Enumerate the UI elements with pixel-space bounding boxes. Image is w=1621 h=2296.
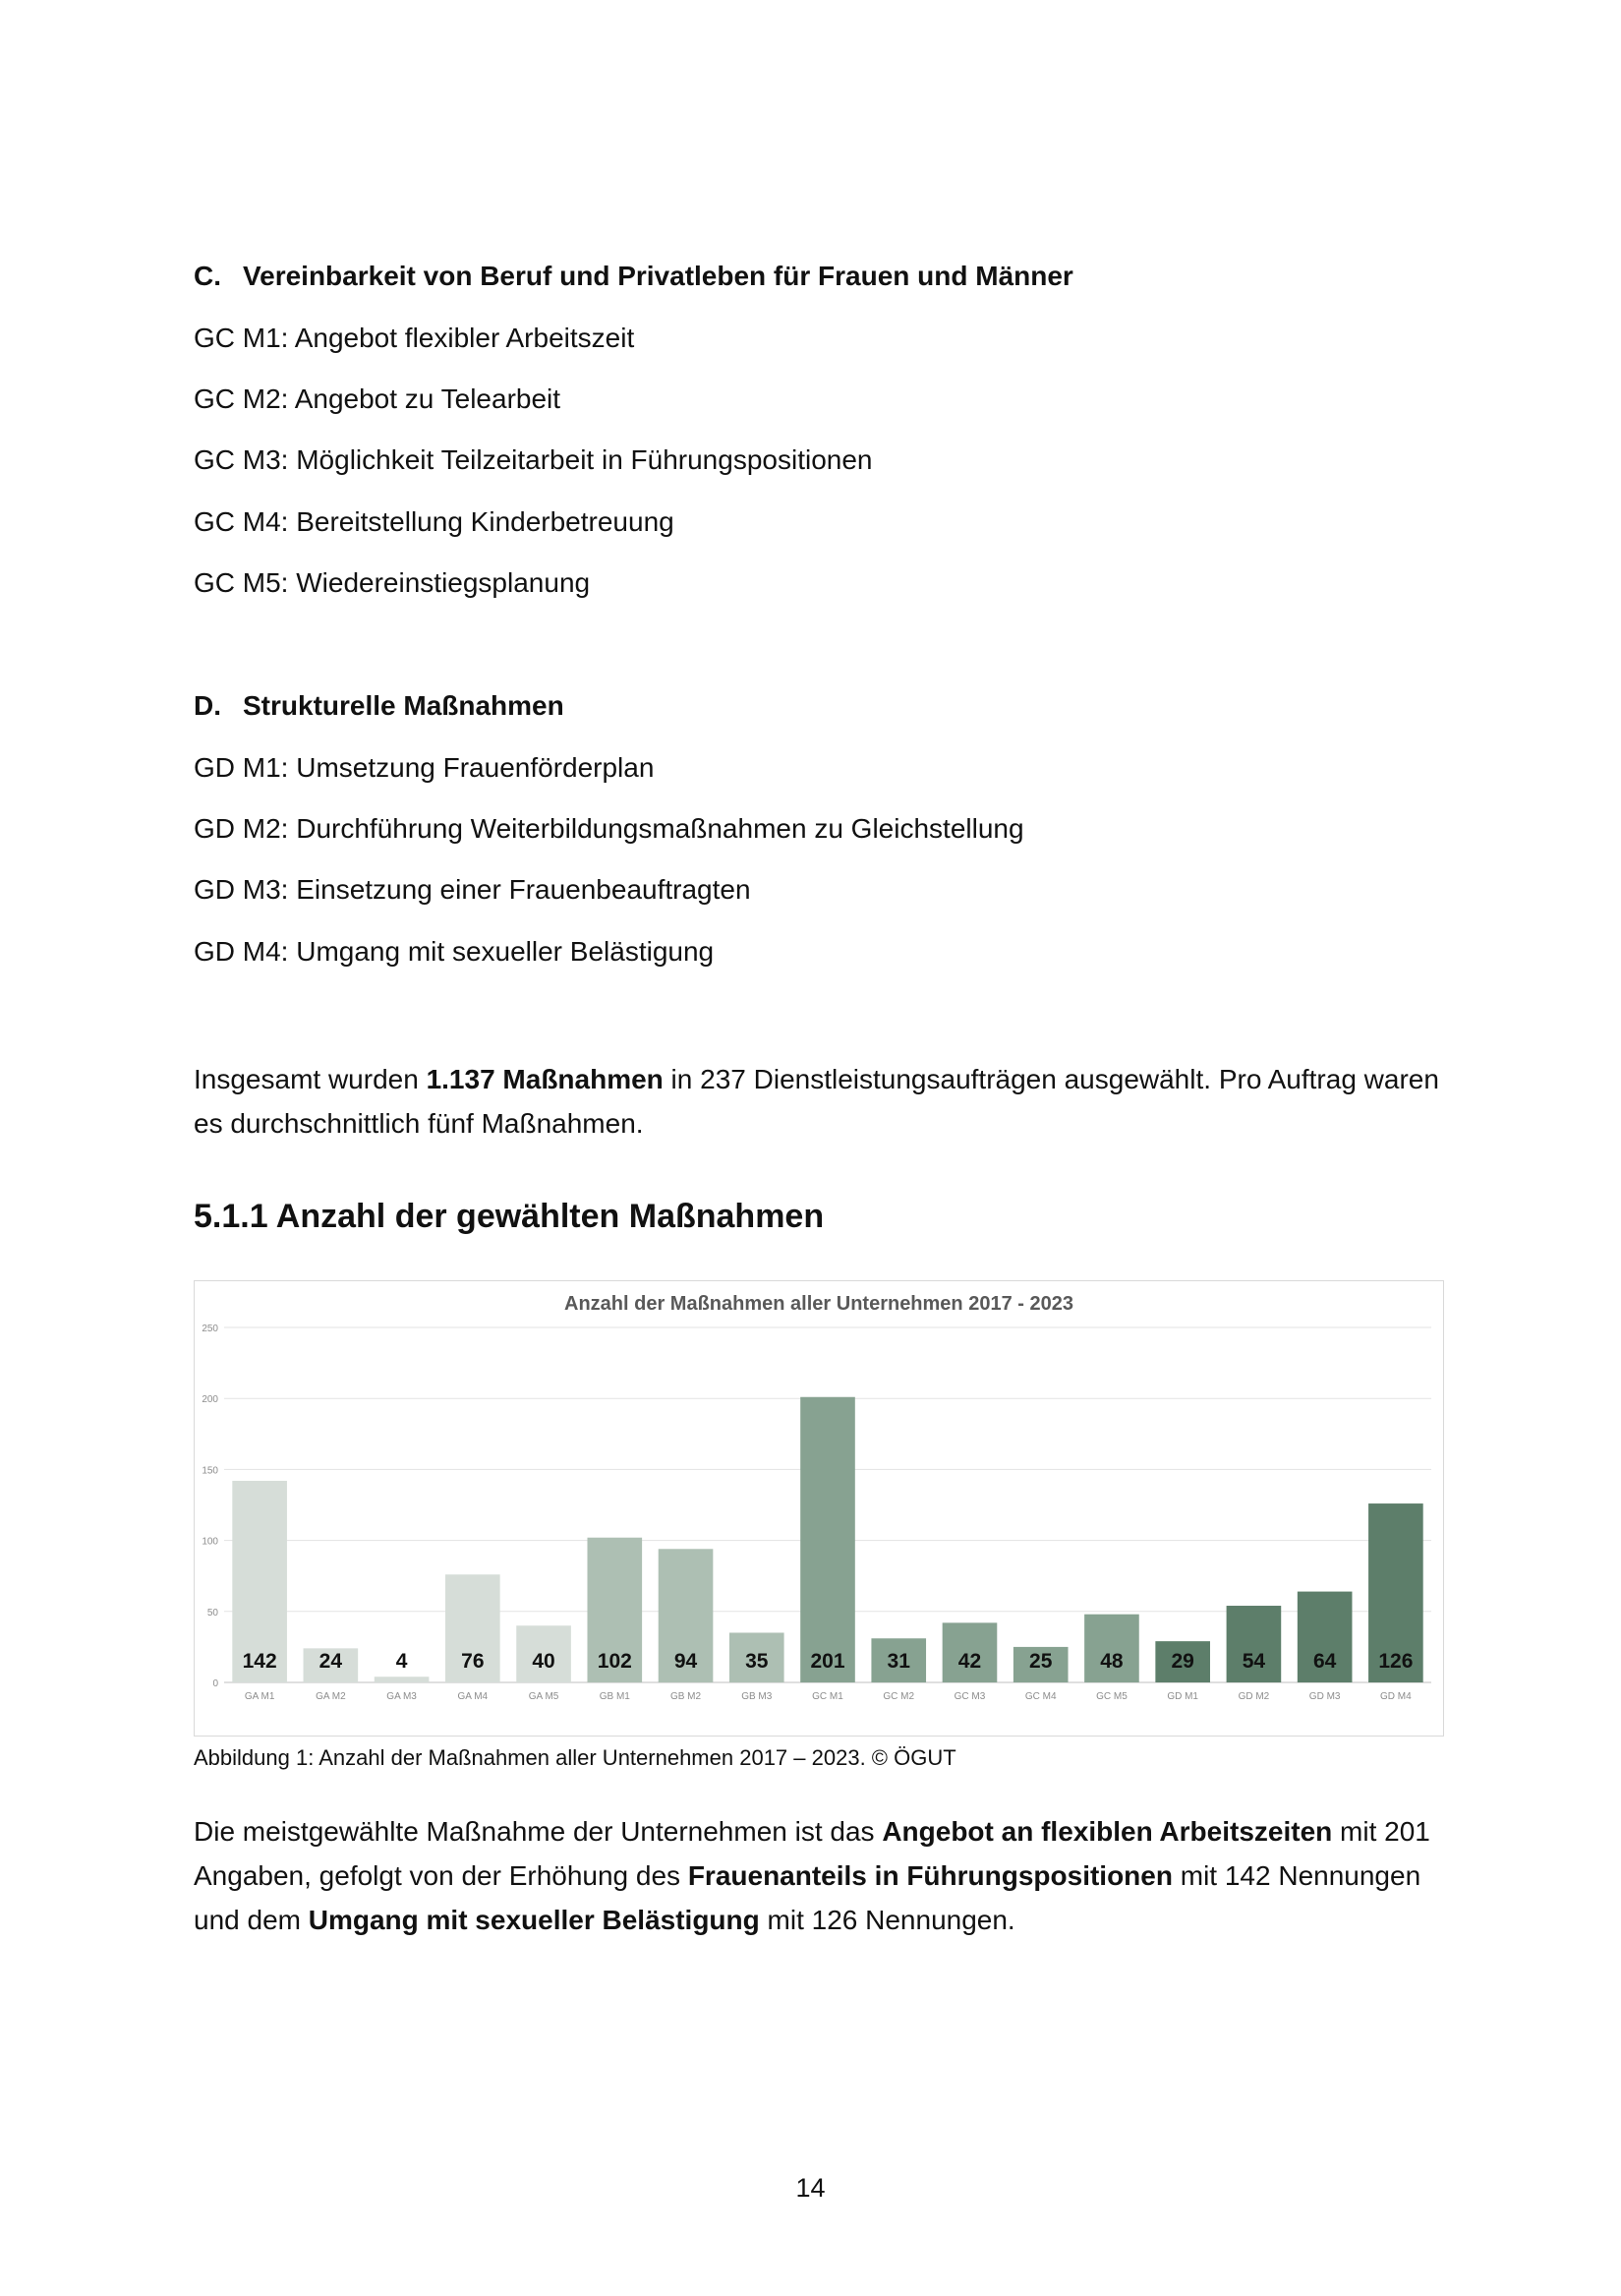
conclusion-emphasis: Frauenanteils in Führungspositionen	[687, 1860, 1173, 1891]
x-tick-label: GC M4	[1024, 1691, 1057, 1702]
bar-chart	[195, 1281, 1443, 1736]
bar	[800, 1397, 855, 1682]
conclusion-emphasis: Angebot an flexiblen Arbeitszeiten	[882, 1816, 1333, 1847]
figure-caption: Abbildung 1: Anzahl der Maßnahmen aller Unternehmen 2017 – 2023. © ÖGUT	[194, 1745, 956, 1770]
section-d-title: Strukturelle Maßnahmen	[243, 690, 564, 721]
list-item: GC M5: Wiedereinstiegsplanung	[194, 567, 591, 598]
x-tick-label: GC M1	[812, 1691, 843, 1702]
conclusion-text: Die meistgewählte Maßnahme der Unternehmen ist das	[194, 1816, 883, 1847]
data-label: 42	[957, 1650, 982, 1673]
x-tick-label: GD M2	[1238, 1691, 1270, 1702]
conclusion-emphasis: Umgang mit sexueller Belästigung	[308, 1905, 760, 1935]
x-tick-label: GA M4	[457, 1691, 489, 1702]
data-label: 126	[1378, 1650, 1414, 1673]
x-tick-label: GC M3	[954, 1691, 986, 1702]
x-tick-label: GC M2	[883, 1691, 915, 1702]
list-item: GC M1: Angebot flexibler Arbeitszeit	[194, 323, 635, 353]
y-tick-label: 0	[212, 1678, 218, 1689]
summary-prefix: Insgesamt wurden	[194, 1064, 427, 1094]
x-tick-label: GB M3	[741, 1691, 773, 1702]
x-tick-label: GC M5	[1096, 1691, 1128, 1702]
conclusion-paragraph	[194, 1809, 1446, 1942]
data-label: 31	[887, 1650, 910, 1673]
subsection-title: 5.1.1 Anzahl der gewählten Maßnahmen	[194, 1198, 825, 1235]
x-tick-label: GD M1	[1167, 1691, 1199, 1702]
data-label: 54	[1242, 1650, 1266, 1673]
list-item: GD M2: Durchführung Weiterbildungsmaßnahmen zu Gleichstellung	[194, 813, 1024, 844]
y-tick-label: 150	[202, 1465, 218, 1477]
x-tick-label: GD M4	[1380, 1691, 1412, 1702]
y-tick-label: 200	[202, 1394, 218, 1406]
section-d-letter: D.	[194, 690, 221, 721]
page-number: 14	[795, 2173, 826, 2203]
list-item: GD M3: Einsetzung einer Frauenbeauftragten	[194, 874, 751, 905]
x-tick-label: GB M1	[599, 1691, 630, 1702]
summary-suffix: in 237 Dienstleistungsaufträgen ausgewählt. Pro Auftrag waren es durchschnittlich fünf Maßnahmen.	[194, 1064, 1439, 1139]
data-label: 4	[395, 1650, 408, 1673]
x-tick-label: GA M2	[316, 1691, 346, 1702]
data-label: 94	[673, 1650, 698, 1673]
section-c-letter: C.	[194, 261, 221, 291]
y-tick-label: 250	[202, 1324, 218, 1334]
y-tick-label: 50	[206, 1607, 218, 1619]
x-tick-label: GA M5	[528, 1691, 559, 1702]
conclusion-text: mit 142 Nennungen und dem	[194, 1860, 1421, 1935]
data-label: 64	[1312, 1650, 1337, 1673]
x-tick-label: GA M1	[244, 1691, 275, 1702]
list-item: GD M1: Umsetzung Frauenförderplan	[194, 752, 655, 783]
data-label: 48	[1100, 1650, 1124, 1673]
bar	[375, 1677, 430, 1682]
summary-bold: 1.137 Maßnahmen	[426, 1064, 664, 1094]
data-label: 102	[597, 1650, 632, 1673]
x-tick-label: GB M2	[669, 1691, 702, 1702]
chart-container	[194, 1280, 1444, 1737]
section-c-heading	[194, 261, 1073, 292]
list-item: GC M4: Bereitstellung Kinderbetreuung	[194, 506, 674, 537]
summary-paragraph	[194, 1057, 1446, 1146]
conclusion-text: mit 201 Angaben, gefolgt von der Erhöhung des	[194, 1816, 1430, 1891]
y-tick-label: 100	[202, 1536, 218, 1548]
data-label: 24	[318, 1650, 343, 1673]
data-label: 25	[1029, 1650, 1053, 1673]
data-label: 29	[1171, 1650, 1194, 1673]
list-item: GC M3: Möglichkeit Teilzeitarbeit in Führungspositionen	[194, 444, 873, 475]
data-label: 35	[745, 1650, 769, 1673]
chart-title: Anzahl der Maßnahmen aller Unternehmen 2017 - 2023	[564, 1293, 1073, 1315]
list-item: GD M4: Umgang mit sexueller Belästigung	[194, 936, 715, 967]
data-label: 76	[461, 1650, 485, 1673]
section-d-heading	[194, 690, 564, 722]
x-tick-label: GA M3	[386, 1691, 417, 1702]
section-c-title: Vereinbarkeit von Beruf und Privatleben für Frauen und Männer	[243, 261, 1073, 291]
conclusion-text: mit 126 Nennungen.	[759, 1905, 1015, 1935]
x-tick-label: GD M3	[1308, 1691, 1341, 1702]
data-label: 40	[532, 1650, 555, 1673]
data-label: 201	[810, 1650, 845, 1673]
data-label: 142	[242, 1650, 277, 1673]
list-item: GC M2: Angebot zu Telearbeit	[194, 383, 561, 414]
